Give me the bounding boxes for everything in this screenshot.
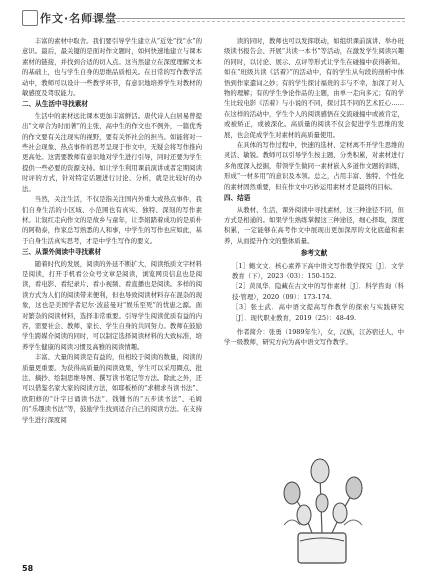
section-heading-3: 三、从课外阅读中寻找素材 <box>22 248 102 257</box>
paragraph: 生活中的素材远比课本更加丰富鲜活。唐代诗人白居易曾提出“文章合为时而著”的主张，高中生的作文也不例外，一篇优秀的作文要有关注现实的视野，要有关怀社会的担当。如能将对一些社会现象、热点事件的思考呈现于作文中，无疑会将写作推向更高处。这需要教师有意识地对学生进行引导，同时还要为学生提供一些必要的资源支持。如让学生利用课前演讲或者定期阅读时评的方式，针对特定话题进行讨论、分析，就是比较好的办法。 <box>22 111 202 193</box>
reference-item: ［1］鲍文文．核心素养下高中语文写作教学探究［J］．文学教育（下），2023（03）：150-152. <box>232 261 404 280</box>
author-bio: 作者简介：张勇（1989年生），女，汉族，江苏宿迁人，中学一级教师，研究方向为高中语文写作教学。 <box>224 327 404 347</box>
references-list <box>224 261 404 323</box>
reference-item: ［2］黄凤华．隐藏在古文中的写作素材［J］．科学咨询（科技·管理），2020（09）：173-174. <box>232 282 404 301</box>
right-column <box>224 36 404 348</box>
section-heading-4: 四、结语 <box>224 194 251 203</box>
paragraph: 随着时代的发展，阅读的外延不断扩大，阅读纸质文字材料是阅读，打开手机看公众号文章是阅读，浏览网页信息也是阅读，看电影、看纪录片、看小视频、看直播也是阅读。多样的阅读方式为人们的阅读带来便利，但也导致阅读材料存在混杂的现象，这也是美国学者尼尔·波兹曼对“娱乐至死”的忧患之源。面对繁杂的阅读材料，选择非常重要。引导学生阅读优质有益的内容，需要社会、教师、家长、学生自身的共同努力。教师在鼓励学生跨媒介阅读的同时，可以制定选择阅读材料的大致标准，培养学生健康的阅读习惯及高雅的阅读情趣。 <box>22 259 202 351</box>
left-column <box>22 36 202 425</box>
paragraph: 在具体的写作过程中，快速的选材、定材离不开学生思维的灵活、敏锐。教师可以引导学生按主题、分类积累，对素材进行多角度深入挖掘，带领学生做同一素材嵌入多道作文题的训练，形成“一材多用”的意识及本领。总之，占用丰富、独特、个性化的素材固然重要，但在作文中巧妙运用素材才是最终的目标。 <box>224 141 404 191</box>
references-title: 参考文献 <box>300 249 328 258</box>
paragraph: 丰富的素材中取舍。我们要引导学生建立从“近处”找“水”的意识。最后，最关键的是面对作文题时，如何快速地建立与课本素材的链接，并找到合适的切入点。这当然建立在深度理解文本的基础上，也与学生自身的思维品质相关。在日常的写作教学活动中，教师可以设计一些教学环节，有意识地培养学生对教材的敏感度及驾驭能力。 <box>22 37 202 98</box>
paragraph: 从教材、生活、课外阅读中寻找素材，这三种途径不同，但方式是相通的。如果学生熟练掌握这三种途径，细心择取，深度积累，一定能够在高考作文中展现出更加深厚的文化底蕴和素养，从而提升作文的整体质量。 <box>224 205 404 245</box>
paragraph: 读的同时，教师也可以发挥联动，如组织课前演讲、举办班级读书报告会、开展“共读一本书”等活动，在激发学生阅读兴趣的同时，以讨论、展示、点评等形式让学生在碰撞中获得新知。如在“班级共读《活着》”的活动中，有的学生从句段的剖析中体悟到作家遣词之妙；有的学生探讨福贵的丰与不幸，加深了对人物的理解；有的学生争论作品的主题，由单一走向多元；有的学生比较电影《活着》与小说的不同，探讨其不同的艺术匠心……在这样的活动中，学生个人的阅读感悟在交流碰撞中或被肯定，或被矫正，或被深化。高质量的阅读不仅会促进学生思维的发展，也会促成学生对素材的高质量使用。 <box>224 37 404 139</box>
header-divider <box>92 18 405 19</box>
author-note <box>224 327 404 348</box>
page-header <box>22 8 405 30</box>
column-title: 作文·名师课堂 <box>40 12 118 25</box>
page-number: 58 <box>22 564 34 573</box>
reference-item: ［3］张士武．高中语文提高写作教学的探索与实践研究［J］．现代职业教育，2019（25）：48-49. <box>232 303 404 322</box>
column-logo-icon <box>22 10 38 26</box>
header-divider-dashed <box>92 21 405 22</box>
potted-plant-illustration <box>262 455 382 567</box>
paragraph: 丰富、大量的阅读是有益的，但相较于阅读的数量，阅读的质量更重要。为获得高质量的阅读效果，学生可以采用圈点、批注、摘抄、绘制思维导图、撰写读书笔记等方法。除此之外，还可以借鉴名家大家的阅读方法，如耶板桥的“求精求当读书法”、欧阳修的“计字日诵读书法”、钱锺书的“五步读书法”、毛姆的“乐趣读书法”等，鼓励学生找到适合自己的阅读方法。在支持学生进行深度阅 <box>22 353 202 424</box>
section-heading-2: 二、从生活中寻找素材 <box>22 100 88 109</box>
paragraph: 当然，关注生活，不仅是指关注国内外重大或热点事件，我们自身生活的小区域、小范围也有真实、独特、深刻的写作素材。让叙红走向作文的是故乡与童年，让李娟踏着成功的是质朴的阿勒泰，作家总写熟悉的人和事，中学生的写作也应如此，基于自身生活真实思考，才是中学生写作的要义。 <box>22 195 202 245</box>
